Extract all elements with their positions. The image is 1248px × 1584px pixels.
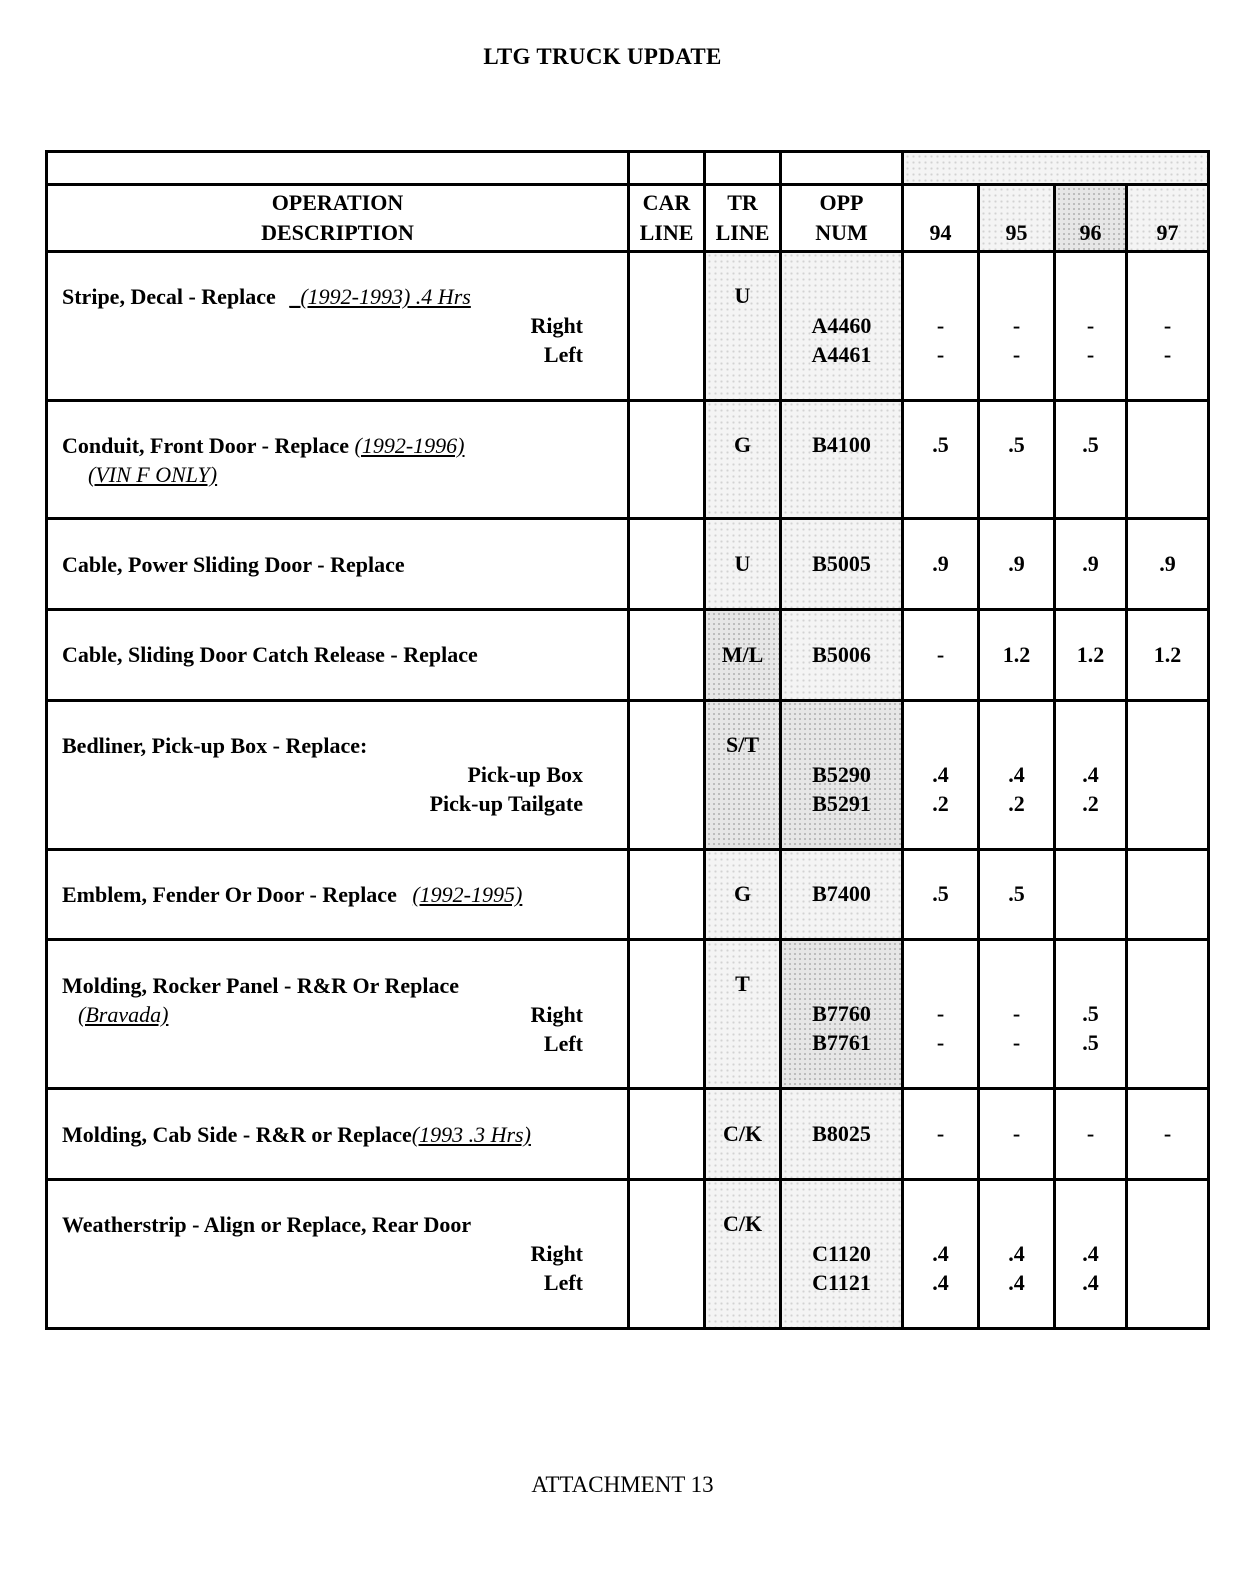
page-title: LTG TRUCK UPDATE bbox=[483, 44, 722, 69]
year-94-cell bbox=[903, 1179, 979, 1328]
year-96-cell: 1.2 bbox=[1055, 610, 1127, 701]
tr-line-cell: C/K bbox=[705, 1089, 781, 1180]
year-95-cell bbox=[979, 700, 1055, 849]
year-97-cell bbox=[1127, 251, 1209, 400]
hours-value: .4 bbox=[932, 1269, 949, 1295]
operation-description-header bbox=[47, 185, 629, 251]
hours-value: - bbox=[1012, 1030, 1021, 1056]
opp-num: B5291 bbox=[812, 790, 871, 816]
operation-description bbox=[47, 519, 629, 610]
description-text: Stripe, Decal - Replace bbox=[62, 284, 276, 310]
opp-num: C1120 bbox=[812, 1240, 871, 1266]
year-95-cell: .5 bbox=[979, 849, 1055, 940]
year-97-cell: - bbox=[1127, 1089, 1209, 1180]
year-96-cell bbox=[1055, 1179, 1127, 1328]
operation-description bbox=[47, 610, 629, 701]
year-97-cell bbox=[1127, 1179, 1209, 1328]
year-95-cell bbox=[979, 1179, 1055, 1328]
opp-num-cell: B7400 bbox=[781, 849, 903, 940]
year-96-cell bbox=[1055, 251, 1127, 400]
opp-num: C1121 bbox=[812, 1269, 871, 1295]
car-line-cell bbox=[629, 519, 705, 610]
table-row bbox=[47, 610, 1209, 701]
year-96-cell bbox=[1055, 849, 1127, 940]
operation-description bbox=[47, 1089, 629, 1180]
car-line-cell bbox=[629, 610, 705, 701]
hours-value: .2 bbox=[1008, 790, 1025, 816]
opp-num-header bbox=[781, 185, 903, 251]
header-spacer-cell bbox=[705, 152, 781, 185]
car-line-cell bbox=[629, 700, 705, 849]
header-spacer-cell bbox=[629, 152, 705, 185]
tr-line-cell: G bbox=[705, 400, 781, 519]
vin-note: (VIN F ONLY) bbox=[88, 461, 218, 487]
year-95-cell: .5 bbox=[979, 400, 1055, 519]
car-line-cell bbox=[629, 849, 705, 940]
year-range: _(1992-1993) .4 Hrs bbox=[289, 284, 471, 310]
hours-value: - bbox=[1086, 341, 1095, 367]
year-94-cell: - bbox=[903, 1089, 979, 1180]
opp-num-cell: B5006 bbox=[781, 610, 903, 701]
year-95-cell: 1.2 bbox=[979, 610, 1055, 701]
description-text: Molding, Rocker Panel - R&R Or Replace bbox=[62, 972, 459, 998]
year-97-cell: 1.2 bbox=[1127, 610, 1209, 701]
header-spacer-cell bbox=[781, 152, 903, 185]
year-97-cell bbox=[1127, 700, 1209, 849]
description-note bbox=[62, 460, 613, 489]
opp-num-cell: B4100 bbox=[781, 400, 903, 519]
sub-item-right: Right bbox=[530, 313, 583, 339]
hours-value: .4 bbox=[1082, 1269, 1099, 1295]
hours-value: - bbox=[936, 341, 945, 367]
header-line: DESCRIPTION bbox=[261, 219, 414, 245]
operation-description bbox=[47, 700, 629, 849]
year-96-cell: .5 bbox=[1055, 400, 1127, 519]
operation-description bbox=[47, 849, 629, 940]
operation-description bbox=[47, 1179, 629, 1328]
sub-item-right: Right bbox=[530, 1241, 583, 1267]
attachment-label: ATTACHMENT 13 bbox=[531, 1472, 714, 1497]
car-line-cell bbox=[629, 251, 705, 400]
year-range: (1993 .3 Hrs) bbox=[411, 1121, 531, 1147]
year-94-cell: .5 bbox=[903, 400, 979, 519]
sub-item-left: Left bbox=[543, 342, 583, 368]
table-row bbox=[47, 1179, 1209, 1328]
opp-num-cell: B8025 bbox=[781, 1089, 903, 1180]
description-line bbox=[62, 431, 613, 460]
tr-line-cell: U bbox=[705, 519, 781, 610]
sub-item-left: Left bbox=[543, 1270, 583, 1296]
year-97-cell bbox=[1127, 940, 1209, 1089]
year-96-cell: .9 bbox=[1055, 519, 1127, 610]
tr-line-cell: G bbox=[705, 849, 781, 940]
description-line bbox=[62, 1120, 613, 1149]
tr-line-cell: M/L bbox=[705, 610, 781, 701]
table-row bbox=[47, 400, 1209, 519]
opp-num: A4461 bbox=[811, 341, 872, 367]
year-96-cell bbox=[1055, 940, 1127, 1089]
operation-description bbox=[47, 400, 629, 519]
hours-value: .4 bbox=[932, 1240, 949, 1266]
year-header-94: 94 bbox=[903, 185, 979, 251]
hours-value: - bbox=[936, 1001, 945, 1027]
hours-value: .5 bbox=[1082, 1030, 1099, 1056]
tr-line-cell: T bbox=[705, 940, 781, 1089]
hours-value: .4 bbox=[1008, 1240, 1025, 1266]
tr-line-cell: S/T bbox=[705, 700, 781, 849]
hours-value: .5 bbox=[1082, 1001, 1099, 1027]
hours-value: - bbox=[936, 1030, 945, 1056]
year-97-cell: .9 bbox=[1127, 519, 1209, 610]
car-line-cell bbox=[629, 940, 705, 1089]
hours-value: - bbox=[936, 312, 945, 338]
hours-value: .2 bbox=[932, 790, 949, 816]
column-header-row bbox=[47, 185, 1209, 251]
labor-operations-table bbox=[45, 150, 1210, 1330]
description-line bbox=[62, 282, 613, 311]
tr-line-header bbox=[705, 185, 781, 251]
sub-item-pickup-tailgate: Pick-up Tailgate bbox=[429, 791, 583, 817]
description-line bbox=[62, 880, 613, 909]
car-line-cell bbox=[629, 400, 705, 519]
sub-item-left: Left bbox=[543, 1030, 583, 1056]
opp-num-cell bbox=[781, 1179, 903, 1328]
car-line-cell bbox=[629, 1089, 705, 1180]
year-94-cell: .5 bbox=[903, 849, 979, 940]
year-95-cell bbox=[979, 940, 1055, 1089]
header-line: TR bbox=[727, 189, 758, 215]
table-row bbox=[47, 1089, 1209, 1180]
description-line bbox=[62, 1000, 613, 1029]
opp-num-cell: B5005 bbox=[781, 519, 903, 610]
tr-line-cell: C/K bbox=[705, 1179, 781, 1328]
year-header-97: 97 bbox=[1127, 185, 1209, 251]
year-range: (1992-1995) bbox=[412, 881, 523, 907]
opp-num: B5290 bbox=[812, 761, 871, 787]
description-text: Cable, Power Sliding Door - Replace bbox=[62, 551, 405, 577]
tr-line-cell: U bbox=[705, 251, 781, 400]
table-row bbox=[47, 849, 1209, 940]
sub-item-right: Right bbox=[530, 1001, 583, 1027]
car-line-header bbox=[629, 185, 705, 251]
year-94-cell bbox=[903, 940, 979, 1089]
header-line: LINE bbox=[639, 219, 694, 245]
hours-value: - bbox=[1012, 341, 1021, 367]
year-header-96: 96 bbox=[1055, 185, 1127, 251]
table-row bbox=[47, 251, 1209, 400]
description-text: Bedliner, Pick-up Box - Replace: bbox=[62, 733, 368, 759]
description-text: Cable, Sliding Door Catch Release - Replace bbox=[62, 642, 478, 668]
year-range: (1992-1996) bbox=[354, 432, 465, 458]
opp-num: A4460 bbox=[811, 312, 872, 338]
year-95-cell: - bbox=[979, 1089, 1055, 1180]
year-94-cell: .9 bbox=[903, 519, 979, 610]
hours-value: .4 bbox=[1082, 761, 1099, 787]
hours-value: - bbox=[1012, 312, 1021, 338]
opp-num-cell bbox=[781, 700, 903, 849]
hours-value: .4 bbox=[1008, 1269, 1025, 1295]
description-text: Weatherstrip - Align or Replace, Rear Door bbox=[62, 1212, 472, 1238]
year-95-cell bbox=[979, 251, 1055, 400]
hours-value: - bbox=[1163, 341, 1172, 367]
hours-value: - bbox=[1012, 1001, 1021, 1027]
description-text: Conduit, Front Door - Replace bbox=[62, 432, 350, 458]
operation-description bbox=[47, 251, 629, 400]
header-spacer-cell bbox=[47, 152, 629, 185]
year-group-header bbox=[903, 152, 1209, 185]
car-line-cell bbox=[629, 1179, 705, 1328]
year-97-cell bbox=[1127, 849, 1209, 940]
hours-value: .4 bbox=[1082, 1240, 1099, 1266]
table-row bbox=[47, 940, 1209, 1089]
header-spacer-row bbox=[47, 152, 1209, 185]
opp-num-cell bbox=[781, 940, 903, 1089]
opp-num: B7760 bbox=[812, 1001, 871, 1027]
hours-value: - bbox=[1163, 312, 1172, 338]
hours-value: - bbox=[1086, 312, 1095, 338]
header-line: CAR bbox=[642, 189, 691, 215]
hours-value: .4 bbox=[1008, 761, 1025, 787]
year-96-cell bbox=[1055, 700, 1127, 849]
year-96-cell: - bbox=[1055, 1089, 1127, 1180]
header-line: OPERATION bbox=[271, 189, 404, 215]
opp-num-cell bbox=[781, 251, 903, 400]
table-row bbox=[47, 519, 1209, 610]
header-line: OPP bbox=[819, 189, 864, 215]
sub-item-pickup-box: Pick-up Box bbox=[467, 762, 583, 788]
year-97-cell bbox=[1127, 400, 1209, 519]
description-text: Molding, Cab Side - R&R or Replace bbox=[62, 1121, 412, 1147]
hours-value: .4 bbox=[932, 761, 949, 787]
description-text: Emblem, Fender Or Door - Replace bbox=[62, 881, 397, 907]
year-94-cell bbox=[903, 700, 979, 849]
header-line: NUM bbox=[815, 219, 868, 245]
header-line: LINE bbox=[715, 219, 770, 245]
opp-num: B7761 bbox=[812, 1030, 871, 1056]
hours-value: .2 bbox=[1082, 790, 1099, 816]
model-note: (Bravada) bbox=[78, 1001, 169, 1027]
year-header-95: 95 bbox=[979, 185, 1055, 251]
year-94-cell: - bbox=[903, 610, 979, 701]
operation-description bbox=[47, 940, 629, 1089]
year-94-cell bbox=[903, 251, 979, 400]
table-row bbox=[47, 700, 1209, 849]
year-95-cell: .9 bbox=[979, 519, 1055, 610]
